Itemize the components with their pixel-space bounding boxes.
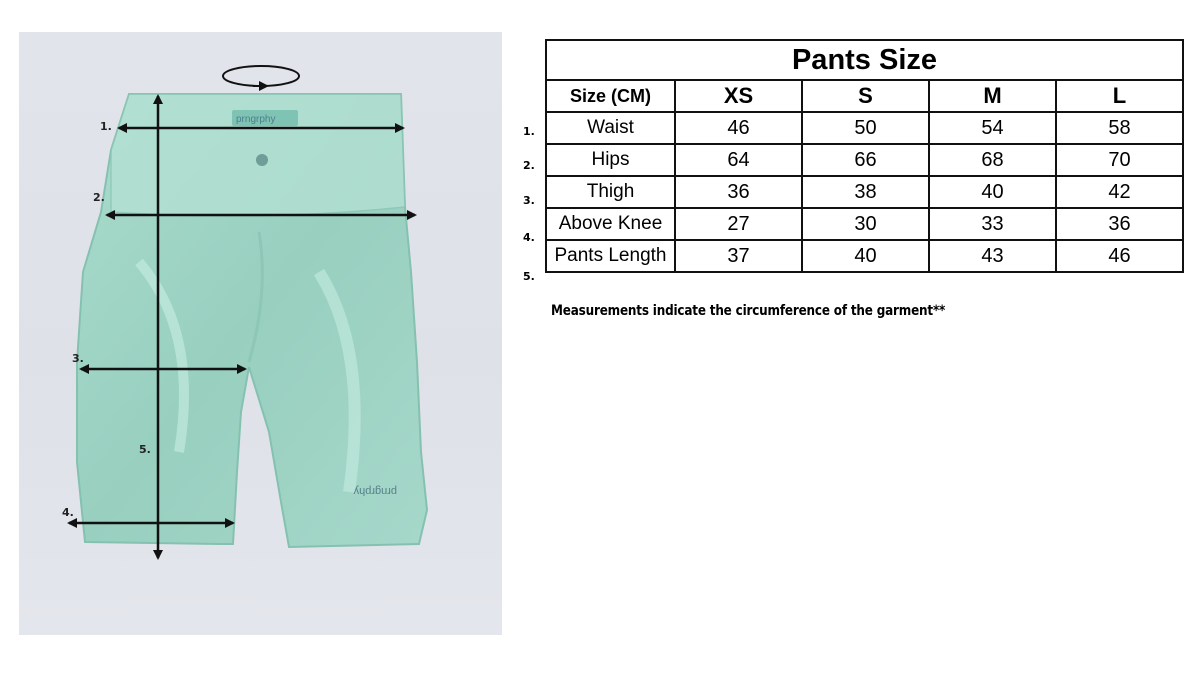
table-cell: 46 [1056, 240, 1183, 272]
brand-label-text: prngrphy [236, 114, 276, 125]
table-title: Pants Size [546, 40, 1183, 80]
pants-size-table [545, 39, 1184, 273]
table-cell: 36 [675, 176, 802, 208]
size-unit-header: Size (CM) [546, 80, 675, 112]
table-cell: 36 [1056, 208, 1183, 240]
table-row-waist [546, 112, 1183, 144]
table-cell: 37 [675, 240, 802, 272]
table-cell: 40 [802, 240, 929, 272]
table-row-thigh [546, 176, 1183, 208]
table-row-hips [546, 144, 1183, 176]
table-row-pants-length [546, 240, 1183, 272]
table-cell: 42 [1056, 176, 1183, 208]
measurement-note: Measurements indicate the circumference of the garment** [551, 303, 946, 319]
table-cell: 68 [929, 144, 1056, 176]
row-number-1: 1. [523, 125, 535, 138]
rotation-arrow-icon [223, 66, 299, 86]
diagram-label-5: 5. [139, 443, 151, 456]
brand-label-text-leg: prngrphy [353, 485, 397, 497]
brand-logo-icon [256, 154, 268, 166]
row-label-pants-length: Pants Length [546, 240, 675, 272]
garment-diagram [19, 32, 502, 635]
size-header-m: M [929, 80, 1056, 112]
diagram-label-1: 1. [100, 120, 112, 133]
row-number-4: 4. [523, 231, 535, 244]
row-number-2: 2. [523, 159, 535, 172]
table-cell: 30 [802, 208, 929, 240]
table-cell: 54 [929, 112, 1056, 144]
row-label-waist: Waist [546, 112, 675, 144]
garment-photo-panel [19, 32, 502, 635]
size-header-xs: XS [675, 80, 802, 112]
table-cell: 33 [929, 208, 1056, 240]
table-cell: 70 [1056, 144, 1183, 176]
row-number-5: 5. [523, 270, 535, 283]
diagram-label-3: 3. [72, 352, 84, 365]
size-header-l: L [1056, 80, 1183, 112]
table-cell: 43 [929, 240, 1056, 272]
table-cell: 38 [802, 176, 929, 208]
row-number-3: 3. [523, 194, 535, 207]
table-cell: 50 [802, 112, 929, 144]
table-cell: 66 [802, 144, 929, 176]
diagram-label-2: 2. [93, 191, 105, 204]
diagram-label-4: 4. [62, 506, 74, 519]
row-label-hips: Hips [546, 144, 675, 176]
row-label-thigh: Thigh [546, 176, 675, 208]
table-cell: 46 [675, 112, 802, 144]
size-header-s: S [802, 80, 929, 112]
table-cell: 27 [675, 208, 802, 240]
table-row-above-knee [546, 208, 1183, 240]
table-cell: 58 [1056, 112, 1183, 144]
row-label-above-knee: Above Knee [546, 208, 675, 240]
table-header-row [546, 80, 1183, 112]
table-cell: 64 [675, 144, 802, 176]
table-cell: 40 [929, 176, 1056, 208]
